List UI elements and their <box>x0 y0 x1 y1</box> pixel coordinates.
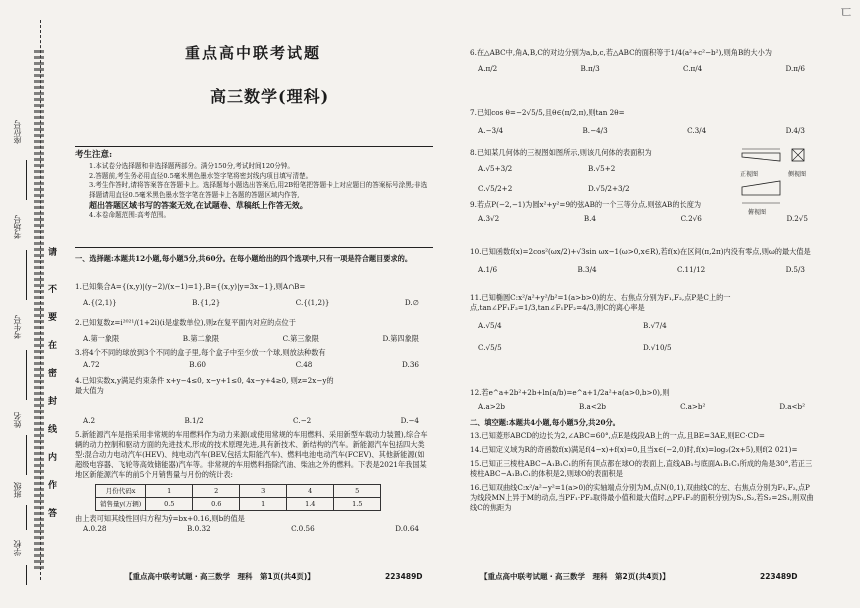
option-a: A.第一象限 <box>83 334 120 343</box>
question-12 <box>470 388 815 412</box>
question-options <box>470 64 815 74</box>
question-options <box>75 334 429 344</box>
table-header-cell: 4 <box>287 485 334 498</box>
seal-char: 要 <box>48 313 58 323</box>
exam-title: 重点高中联考试题 <box>185 44 322 62</box>
question-3 <box>75 348 429 370</box>
seat-number-line <box>26 160 27 200</box>
option-d: D.√10/5 <box>643 343 672 352</box>
option-a: A.√5+3/2 <box>478 164 513 173</box>
question-options <box>470 214 818 224</box>
option-a: A.−3/4 <box>478 126 504 135</box>
corner-mark: ㄷ <box>838 3 854 22</box>
front-view <box>742 149 780 161</box>
seal-char: 在 <box>48 341 58 351</box>
binding-strip <box>8 20 68 590</box>
option-a: A.a>2b <box>478 402 505 411</box>
question-stem: 10.已知函数f(x)=2cos²(ωx/2)+√3sin ωx−1(ω>0,x∈R),若f(x)在区间(π,2π)内没有零点,则ω的最大值是 <box>470 247 811 256</box>
question-options <box>75 298 429 308</box>
seal-char: 答 <box>48 509 58 519</box>
question-stem: 8.已知某几何体的三视图如图所示,则该几何体的表面积为 <box>470 148 652 157</box>
option-b: B.a<2b <box>578 402 607 411</box>
notice-item: 3.考生作答时,请将答案答在答题卡上。选择题每小题选出答案后,用2B铅笔把答题卡上对应题目的答案标号涂黑;非选择题请用直径0.5毫米黑色墨水签字笔在答题卡上各题的答题区域内作答, <box>89 181 428 199</box>
option-d: D.√5/2+3/2 <box>588 184 630 193</box>
option-c: C.48 <box>295 360 313 369</box>
option-b: B.−4/3 <box>582 126 608 135</box>
table-cell: 1 <box>240 498 287 511</box>
question-stem: 9.若点P(−2,−1)为圆x²+y²=9的弦AB的一个三等分点,则弦AB的长度为 <box>470 200 702 209</box>
question-4 <box>75 376 429 426</box>
option-c: C.{(1,2)} <box>295 298 330 307</box>
question-stem: 7.已知cos θ=−2√5/5,且θ∈(π/2,π),则tan 2θ= <box>470 108 625 117</box>
binding-decoration <box>34 50 44 570</box>
option-c: C.√5/5 <box>478 343 502 352</box>
question-stem: 11.已知椭圆C:x²/a²+y²/b²=1(a>b>0)的左、右焦点分别为F₁,F₂,点P是C上的一点,tan∠PF₁F₂=1/3,tan∠F₁PF₂=4/3,则C的离心率是 <box>470 293 731 312</box>
class-line <box>26 505 27 530</box>
table-header-cell: 5 <box>334 485 381 498</box>
question-stem: 5.新能源汽车是指采用非常规的车用燃料作为动力来源(或使用常规的车用燃料、采用新型车载动力装置),综合车辆的动力控制和驱动方面的先进技术,形成的技术原理先进,具有新技术、新结构的汽车。新能源汽车包括四大类型:混合动力电动汽车(HEV)、纯电动汽车(BEV,包括太阳能汽车)、燃料电池电动汽车(FCEV)、其他新能源(如超级电容器、飞轮等高效储能器)汽车等。非常规的车用燃料指除汽油、柴油之外的燃料。下表是2021年我国某地区新能源汽车的前5个月销售量与月份的统计表: <box>75 430 428 479</box>
option-a: A.3√2 <box>478 214 500 223</box>
option-d: D.第四象限 <box>382 334 419 343</box>
notice-item: 4.本卷命题范围:高考范围。 <box>89 211 171 219</box>
front-view-label: 正视图 <box>740 171 759 178</box>
option-d: D.36 <box>402 360 419 369</box>
side-view-label: 侧视图 <box>788 171 807 178</box>
option-a: A.π/2 <box>478 64 498 73</box>
question-stem: 2.已知复数z=i²⁰²¹/(1+2i)(i是虚数单位),则z在复平面内对应的点位于 <box>75 318 296 327</box>
option-a: A.{(2,1)} <box>83 298 117 307</box>
top-view <box>742 181 780 203</box>
option-a: A.√5/4 <box>478 321 502 330</box>
question-options <box>470 402 815 412</box>
student-number-label: 考生号 <box>13 315 22 339</box>
section-choice-heading: 一、选择题:本题共12小题,每小题5分,共60分。在每小题给出的四个选项中,只有一项是符合题目要求的。 <box>75 254 413 263</box>
question-stem: 1.已知集合A={(x,y)|(y−2)/(x−1)=1},B={(x,y)|y=3x−1},则A∩B= <box>75 282 306 291</box>
question-8 <box>470 148 720 194</box>
option-a: A.1/6 <box>478 265 498 274</box>
option-c: C.a>b² <box>680 402 706 411</box>
question-options <box>75 416 429 426</box>
option-b: B.0.32 <box>187 524 211 533</box>
question-5 <box>75 430 429 534</box>
table-header-cell: 月份代码x <box>96 485 146 498</box>
seal-char: 请 <box>48 248 58 258</box>
student-number-line <box>26 350 27 400</box>
option-d: D.2√5 <box>786 214 808 223</box>
table-cell: 1.5 <box>334 498 381 511</box>
footer-code-left: 223489D <box>385 572 423 581</box>
seal-line <box>40 20 41 580</box>
question-options <box>75 524 429 534</box>
option-b: B.第二象限 <box>182 334 220 343</box>
footer-code-right: 223489D <box>760 572 798 581</box>
option-d: D.π/6 <box>785 64 805 73</box>
option-b: B.√5+2 <box>588 164 616 173</box>
table-row-label: 销售量y(万辆) <box>96 498 146 511</box>
option-c: C.−2 <box>293 416 312 425</box>
option-b: B.1/2 <box>184 416 204 425</box>
option-c: C.2√6 <box>680 214 702 223</box>
question-options <box>470 164 720 194</box>
option-a: A.0.28 <box>83 524 107 533</box>
name-line <box>26 435 27 475</box>
top-view-label: 俯视图 <box>748 209 767 216</box>
option-a: A.2 <box>83 416 96 425</box>
question-stem: 4.已知实数x,y满足约束条件 x+y−4≤0, x−y+1≤0, 4x−y+4≥0, 则z=2x−y的最大值为 <box>75 376 334 395</box>
option-d: D.−4 <box>400 416 419 425</box>
question-1 <box>75 282 429 308</box>
name-label: 姓名 <box>13 412 22 428</box>
question-10 <box>470 247 815 275</box>
question-stem: 3.将4个不同的球放到3个不同的盒子里,每个盒子中至少放一个球,则放法种数有 <box>75 348 326 357</box>
sales-table <box>95 484 381 511</box>
option-b: B.√7/4 <box>643 321 667 330</box>
table-header-cell: 2 <box>193 485 240 498</box>
table-row <box>96 485 381 498</box>
option-d: D.4/3 <box>785 126 805 135</box>
option-d: D.∅ <box>404 298 419 307</box>
option-b: B.60 <box>189 360 207 369</box>
exam-subject: 高三数学(理科) <box>210 87 330 106</box>
fill-question-13: 13.已知菱形ABCD的边长为2,∠ABC=60°,点E是线段AB上的一点,且BE=3AE,则EC·CD= <box>470 431 765 440</box>
question-6 <box>470 48 815 74</box>
option-c: C.第三象限 <box>282 334 319 343</box>
question-7 <box>470 108 815 136</box>
footer-right: 【重点高中联考试题・高三数学 理科 第2页(共4页)】 <box>480 572 670 581</box>
side-view <box>792 149 804 161</box>
table-header-cell: 1 <box>146 485 193 498</box>
exam-room-line <box>26 250 27 300</box>
option-c: C.√5/2+2 <box>478 184 513 193</box>
option-c: C.0.56 <box>291 524 315 533</box>
option-d: D.5/3 <box>785 265 805 274</box>
table-cell: 1.4 <box>287 498 334 511</box>
notice-item-emphasis: 超出答题区域书写的答案无效,在试题卷、草稿纸上作答无效。 <box>89 200 308 210</box>
exam-room-label: 考场号 <box>13 215 22 239</box>
seal-char: 封 <box>48 397 58 407</box>
seal-char: 线 <box>48 425 58 435</box>
question-2 <box>75 318 429 344</box>
seal-char: 作 <box>48 481 58 491</box>
question-options <box>470 126 815 136</box>
question-11 <box>470 293 815 353</box>
notice-top-rule <box>75 146 433 147</box>
option-d: D.a<b² <box>779 402 805 411</box>
question-tail: 由上表可知其线性回归方程为ŷ=bx+0.16,则b的值是 <box>75 514 245 523</box>
seal-char: 内 <box>48 453 58 463</box>
fill-question-14: 14.已知定义域为R的奇函数f(x)满足f(4−x)+f(x)=0,且当x∈(−2,0)时,f(x)=log₂(2x+5),则f(2 021)= <box>470 445 798 454</box>
notice-bottom-rule <box>75 247 433 248</box>
fill-question-15: 15.已知正三棱柱ABC−A₁B₁C₁的所有顶点都在球O的表面上,直线AB₁与底面A₁B₁C₁所成的角是30°,若正三棱柱ABC−A₁B₁C₁的体积是2,则球O的表面积是 <box>470 459 813 478</box>
notice-item: 2.答题前,考生务必用直径0.5毫米黑色墨水签字笔将密封线内项目填写清楚。 <box>89 171 313 180</box>
question-stem: 6.在△ABC中,角A,B,C的对边分别为a,b,c,若△ABC的面积等于1/4(a²+c²−b²),则角B的大小为 <box>470 48 772 57</box>
table-row <box>96 498 381 511</box>
option-c: C.π/4 <box>682 64 703 73</box>
notice-item: 1.本试卷分选择题和非选择题两部分。满分150分,考试时间120分钟。 <box>89 162 294 170</box>
question-stem: 12.若e^a+2b²+2b+ln(a/b)=e^a+1/2a²+a(a>0,b>0),则 <box>470 388 670 397</box>
seal-char: 密 <box>48 369 58 379</box>
notice-body <box>89 162 429 221</box>
seal-char: 不 <box>48 285 58 295</box>
option-b: B.4 <box>583 214 596 223</box>
question-options <box>470 265 815 275</box>
option-b: B.π/3 <box>580 64 600 73</box>
option-a: A.72 <box>83 360 100 369</box>
fill-question-16: 16.已知双曲线C:x²/a²−y²=1(a>0)的实轴端点分别为M,点N(0,1),双曲线C的左、右焦点分别为F₁,F₂,点P为线段MN上异于M的动点,当PF₁·PF₂取得最小值和最大值时,△PF₁F₂的面积分别为S₁,S₂,若S₂=2S₁,则双曲线C的焦距为 <box>470 483 814 512</box>
table-cell: 0.6 <box>193 498 240 511</box>
question-options <box>470 321 815 353</box>
notice-heading: 考生注意: <box>75 150 113 160</box>
fill-questions <box>470 431 815 513</box>
question-options <box>75 360 429 370</box>
footer-left: 【重点高中联考试题・高三数学 理科 第1页(共4页)】 <box>125 572 315 581</box>
table-header-cell: 3 <box>240 485 287 498</box>
option-b: B.{1,2} <box>192 298 221 307</box>
seat-number-label: 座位号 <box>13 120 22 144</box>
option-c: C.11/12 <box>676 265 706 274</box>
option-d: D.0.64 <box>395 524 419 533</box>
option-b: B.3/4 <box>577 265 597 274</box>
school-label: 学校 <box>13 540 22 556</box>
section-fill-heading: 二、填空题:本题共4小题,每小题5分,共20分。 <box>470 418 620 427</box>
class-label: 班级 <box>13 482 22 498</box>
option-c: C.3/4 <box>687 126 707 135</box>
school-line <box>26 565 27 585</box>
table-cell: 0.5 <box>146 498 193 511</box>
